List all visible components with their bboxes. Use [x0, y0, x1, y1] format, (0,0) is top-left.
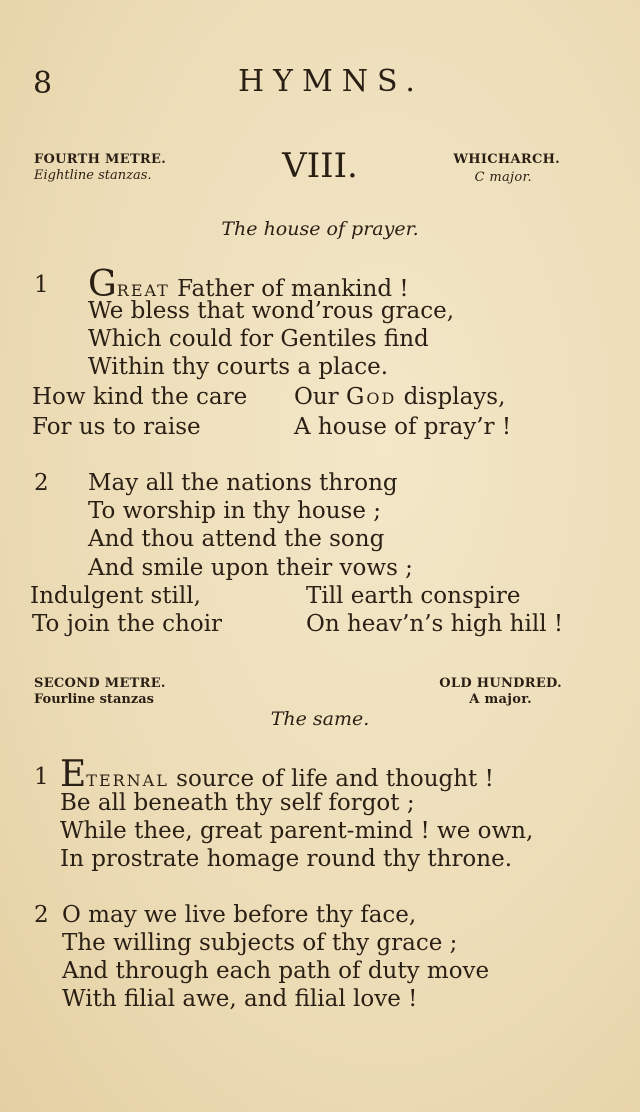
hymn2-v1-line1 [60, 754, 494, 795]
hymn1-v1-line5b [294, 384, 505, 410]
hymn1-v2-line4: And smile upon their vows ; [88, 555, 413, 581]
line-text: Our [294, 384, 346, 410]
hymn2-v2-line1: O may we live before thy face, [62, 902, 417, 928]
hymn1-v1-line2: We bless that wond’rous grace, [88, 298, 455, 324]
hymn2-v1-line4: In prostrate homage round thy throne. [60, 846, 513, 872]
hymn2-stanza-type: Fourline stanzas [34, 692, 154, 707]
hymn1-v1-line5a: How kind the care [32, 384, 248, 410]
hymn1-v2-line2: To worship in thy house ; [88, 498, 382, 524]
running-title: HYMNS. [238, 64, 424, 99]
hymn2-v2-line4: With filial awe, and filial love ! [62, 986, 418, 1012]
verse-number: 2 [34, 470, 49, 496]
hymn1-stanza-type: Eightline stanzas. [34, 168, 152, 183]
hymn1-v2-line5a: Indulgent still, [30, 583, 201, 609]
hymn1-metre: FOURTH METRE. [34, 152, 167, 167]
hymn1-v2-line6b: On heav’n’s high hill ! [306, 611, 564, 637]
hymn2-key: A major. [469, 692, 532, 707]
small-caps-word: ternal [86, 766, 169, 792]
verse-number: 1 [34, 272, 49, 298]
hymn2-v2-line2: The willing subjects of thy grace ; [62, 930, 458, 956]
small-caps-word: God [345, 384, 397, 410]
hymn2-title: The same. [270, 708, 370, 730]
hymn1-number: VIII. [282, 146, 358, 186]
hymn1-tune: WHICHARCH. [453, 152, 560, 167]
verse-number: 2 [34, 902, 49, 928]
hymn1-v1-line6a: For us to raise [32, 414, 201, 440]
line-text: displays, [396, 384, 506, 410]
page-number: 8 [33, 66, 53, 101]
hymn1-v2-line1: May all the nations throng [88, 470, 398, 496]
hymn2-v2-line3: And through each path of duty move [62, 958, 490, 984]
verse-number: 1 [34, 764, 49, 790]
hymn1-title: The house of prayer. [221, 218, 419, 240]
hymn1-v2-line3: And thou attend the song [88, 526, 385, 552]
hymn2-metre: SECOND METRE. [34, 676, 166, 691]
hymn1-v2-line6a: To join the choir [32, 611, 223, 637]
hymn1-v1-line6b: A house of pray’r ! [294, 414, 512, 440]
drop-cap: G [88, 264, 117, 305]
hymn2-tune: OLD HUNDRED. [439, 676, 562, 691]
hymn1-v1-line3: Which could for Gentiles find [88, 326, 429, 352]
hymn1-v1-line4: Within thy courts a place. [88, 354, 388, 380]
line-text: Father of mankind ! [169, 276, 409, 302]
hymn2-v1-line3: While thee, great parent-mind ! we own, [60, 818, 534, 844]
drop-cap: E [60, 754, 87, 795]
line-text: source of life and thought ! [168, 766, 494, 792]
hymn1-key: C major. [474, 170, 532, 185]
hymn2-v1-line2: Be all beneath thy self forgot ; [60, 790, 415, 816]
small-caps-word: reat [116, 276, 170, 302]
hymn1-v2-line5b: Till earth conspire [306, 583, 521, 609]
